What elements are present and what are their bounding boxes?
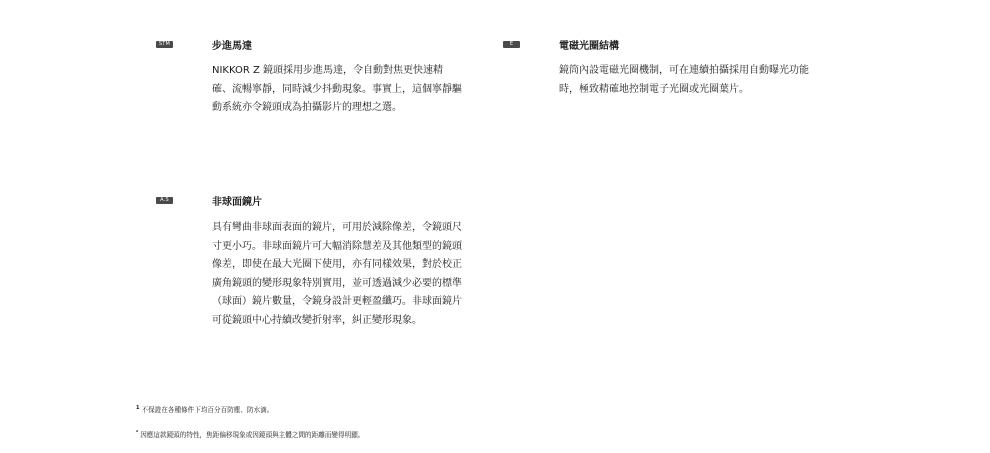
footnote-marker: 1 <box>136 405 140 411</box>
feature-title: 電磁光圈結構 <box>559 41 619 52</box>
footnote-2 <box>136 428 364 440</box>
feature-title: 步進馬達 <box>212 41 252 52</box>
e-diaphragm-icon: E <box>503 41 520 48</box>
footnote-marker: ² <box>136 430 139 436</box>
aspherical-icon: A.S <box>156 197 173 204</box>
stm-icon: STM <box>156 41 173 48</box>
feature-description: 鏡筒內設電磁光圈機制，可在連續拍攝採用自動曝光功能時，極致精確地控制電子光圈或光圈葉片。 <box>559 65 809 95</box>
footnote-text: 不保證在各種條件下均百分百防塵、防水滴。 <box>141 406 274 414</box>
feature-description: 具有彎曲非球面表面的鏡片，可用於減除像差，令鏡頭尺寸更小巧。非球面鏡片可大幅消除慧差及其他類型的鏡頭像差，即使在最大光圈下使用，亦有同樣效果，對於校正廣角鏡頭的變形現象特別實用，並可透過減少必要的標準（球面）鏡片數量，令鏡身設計更輕盈纖巧。非球面鏡片可從鏡頭中心持續改變折射率，糾正變形現象。 <box>212 222 462 326</box>
feature-description: NIKKOR Z 鏡頭採用步進馬達，令自動對焦更快速精確、流暢寧靜，同時減少抖動現象。事實上，這個寧靜驅動系統亦令鏡頭成為拍攝影片的理想之選。 <box>212 65 462 114</box>
footnote-text: 因應這款鏡頭的特性，焦距偏移現象或因鏡頭與主體之間的距離而變得明顯。 <box>140 431 365 439</box>
feature-title: 非球面鏡片 <box>212 197 262 208</box>
footnote-1 <box>136 403 273 415</box>
